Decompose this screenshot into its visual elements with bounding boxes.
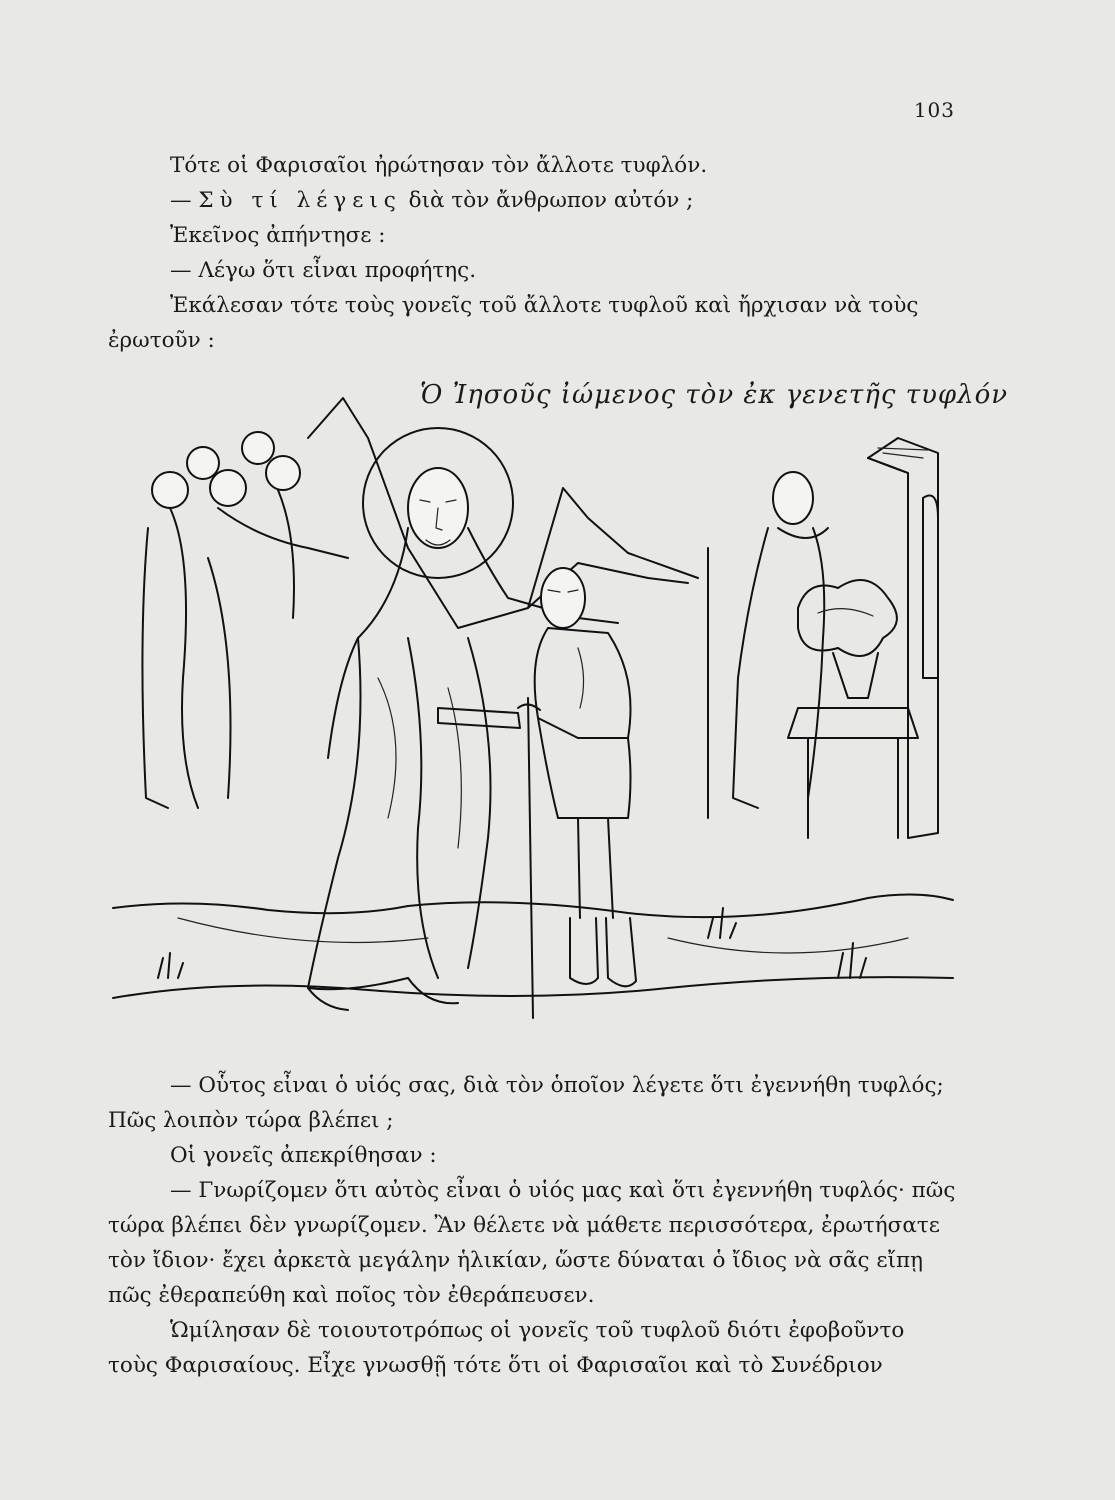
spaced-emphasis: Σὺ τί λέγεις — [198, 188, 402, 213]
paragraph: — Οὗτος εἶναι ὁ υἱός σας, διὰ τὸν ὁποῖον λέγετε ὅτι ἐγεννήθη τυφλός; Πῶς λοιπὸν τώρα βλέπει ; — [108, 1073, 944, 1133]
page-number: 103 — [913, 98, 955, 122]
paragraph-question — [108, 183, 956, 218]
question-rest: διὰ τὸν ἄνθρωπον αὐτόν ; — [401, 188, 694, 213]
text-block-bottom — [108, 1068, 956, 1383]
paragraph: Οἱ γονεῖς ἀπεκρίθησαν : — [170, 1143, 437, 1168]
illustration-healing-of-blind-man — [108, 378, 956, 1038]
paragraph: Ὡμίλησαν δὲ τοιουτοτρόπως οἱ γονεῖς τοῦ τυφλοῦ διότι ἐφοβοῦντο τοὺς Φαρισαίους. Εἶχε γνωσθῇ τότε ὅτι οἱ Φαρισαῖοι καὶ τὸ Συνέδριον — [108, 1318, 905, 1378]
paragraph: — Λέγω ὅτι εἶναι προφήτης. — [170, 258, 477, 283]
text-block-top — [108, 148, 956, 358]
illustration-caption: Ὁ Ἰησοῦς ἰώμενος τὸν ἐκ γενετῆς τυφλόν — [420, 380, 1009, 410]
dash: — — [170, 188, 199, 213]
paragraph: Ἐκάλεσαν τότε τοὺς γονεῖς τοῦ ἄλλοτε τυφλοῦ καὶ ἤρχισαν νὰ τοὺς ἐρωτοῦν : — [108, 293, 919, 353]
paragraph: Ἐκεῖνος ἀπήντησε : — [170, 223, 386, 248]
paragraph: Τότε οἱ Φαρισαῖοι ἠρώτησαν τὸν ἄλλοτε τυφλόν. — [170, 153, 708, 178]
paragraph: — Γνωρίζομεν ὅτι αὐτὸς εἶναι ὁ υἱός μας καὶ ὅτι ἐγεννήθη τυφλός· πῶς τώρα βλέπει δὲν γνωρίζομεν. Ἂν θέλετε νὰ μάθετε περισσότερα, ἐρωτήσατε τὸν ἴδιον· ἔχει ἀρκετὰ μεγάλην ἡλικίαν, ὥστε δύναται ὁ ἴδιος νὰ σᾶς εἴπῃ πῶς ἐθεραπεύθη καὶ ποῖος τὸν ἐθεράπευσεν. — [108, 1178, 956, 1308]
